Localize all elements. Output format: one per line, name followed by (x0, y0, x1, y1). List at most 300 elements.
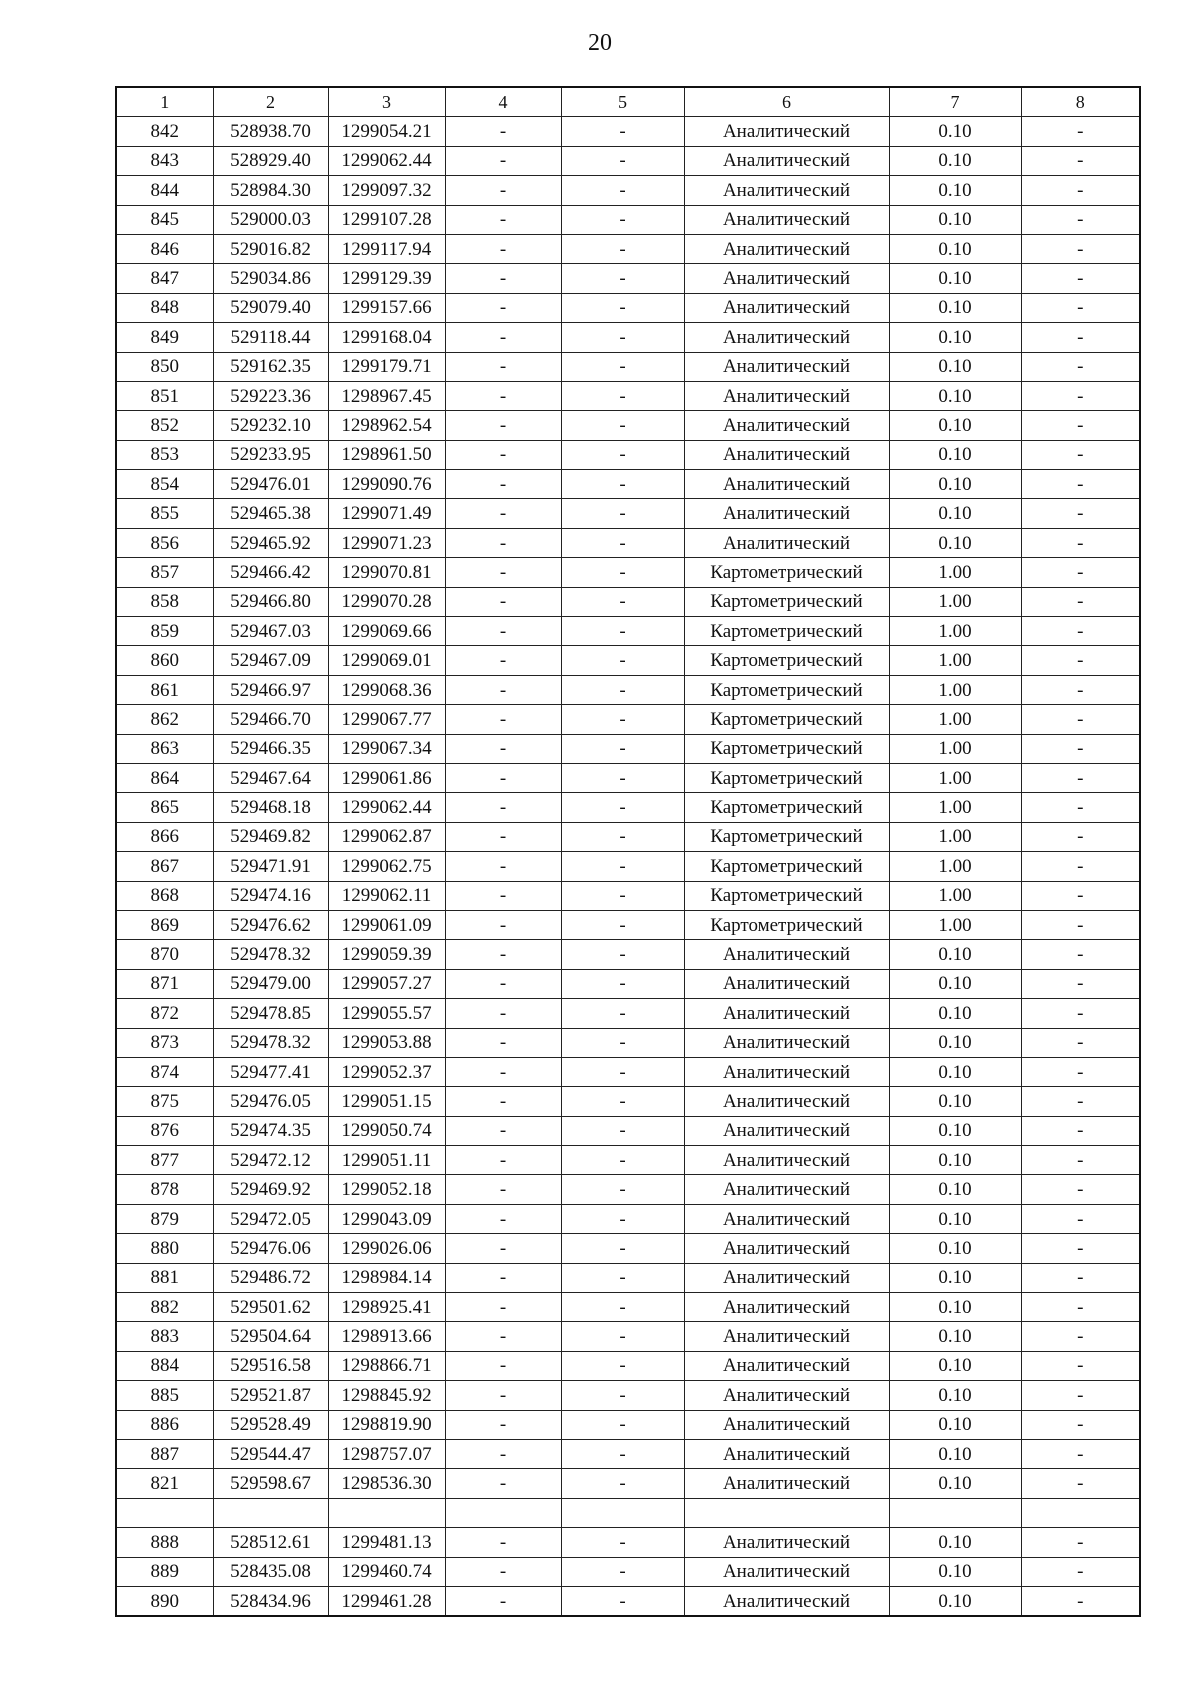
table-cell: 865 (116, 793, 213, 822)
table-cell: - (1021, 411, 1140, 440)
table-cell: - (1021, 234, 1140, 263)
table-cell: - (561, 1439, 684, 1468)
table-cell: 0.10 (889, 323, 1021, 352)
table-cell: - (1021, 528, 1140, 557)
table-row (116, 264, 1140, 293)
table-cell: - (445, 734, 561, 763)
table-cell: - (1021, 558, 1140, 587)
table-cell: - (445, 411, 561, 440)
table-cell: - (561, 411, 684, 440)
table-cell: - (1021, 1204, 1140, 1233)
table-cell: - (561, 1322, 684, 1351)
table-cell: - (1021, 793, 1140, 822)
table-cell: - (561, 1586, 684, 1616)
table-cell: 1299069.66 (328, 617, 445, 646)
table-cell: 1299061.09 (328, 910, 445, 939)
table-row (116, 705, 1140, 734)
table-cell: - (561, 558, 684, 587)
table-cell: - (561, 675, 684, 704)
table-cell: 529466.35 (213, 734, 328, 763)
table-cell: - (561, 1410, 684, 1439)
table-cell: 1298962.54 (328, 411, 445, 440)
table-cell: - (1021, 1087, 1140, 1116)
column-header: 8 (1021, 87, 1140, 117)
table-cell: 855 (116, 499, 213, 528)
table-cell: - (445, 205, 561, 234)
table-cell: 528929.40 (213, 146, 328, 175)
table-cell: - (561, 1528, 684, 1557)
table-cell: 529476.05 (213, 1087, 328, 1116)
table-cell: 0.10 (889, 1175, 1021, 1204)
table-cell: 529469.92 (213, 1175, 328, 1204)
table-cell: 1.00 (889, 852, 1021, 881)
table-row (116, 234, 1140, 263)
table-row (116, 440, 1140, 469)
table-cell: - (561, 910, 684, 939)
table-cell: 1299050.74 (328, 1116, 445, 1145)
table-cell: 529486.72 (213, 1263, 328, 1292)
table-cell: Картометрический (684, 675, 889, 704)
table-cell: - (445, 763, 561, 792)
table-cell: 860 (116, 646, 213, 675)
table-cell: Аналитический (684, 1528, 889, 1557)
table-cell: 1.00 (889, 910, 1021, 939)
table-cell: 1.00 (889, 675, 1021, 704)
table-cell: 0.10 (889, 264, 1021, 293)
table-cell: - (445, 1439, 561, 1468)
table-cell: 529467.03 (213, 617, 328, 646)
table-cell: 1299053.88 (328, 1028, 445, 1057)
table-cell: 1299061.86 (328, 763, 445, 792)
table-cell: Аналитический (684, 234, 889, 263)
table-cell: 528938.70 (213, 117, 328, 146)
table-cell: 529479.00 (213, 969, 328, 998)
table-row (116, 1557, 1140, 1586)
table-cell: 1299059.39 (328, 940, 445, 969)
table-cell: - (1021, 1057, 1140, 1086)
table-cell: - (445, 1234, 561, 1263)
table-cell: 529466.80 (213, 587, 328, 616)
table-cell: - (561, 793, 684, 822)
table-cell: 849 (116, 323, 213, 352)
table-cell: - (1021, 1175, 1140, 1204)
table-cell: 529472.12 (213, 1146, 328, 1175)
table-cell: - (1021, 852, 1140, 881)
table-cell: 1299071.49 (328, 499, 445, 528)
page-number: 20 (588, 30, 612, 56)
table-cell: - (561, 940, 684, 969)
table-cell: - (1021, 1351, 1140, 1380)
table-cell: 529504.64 (213, 1322, 328, 1351)
table-cell: - (561, 470, 684, 499)
table-cell: Аналитический (684, 1057, 889, 1086)
table-row (116, 969, 1140, 998)
table-row (116, 999, 1140, 1028)
table-cell: Аналитический (684, 969, 889, 998)
table-cell: - (445, 1028, 561, 1057)
table-cell: Аналитический (684, 1586, 889, 1616)
table-cell: 1299070.81 (328, 558, 445, 587)
table-cell: 844 (116, 176, 213, 205)
table-cell: 529471.91 (213, 852, 328, 881)
table-cell: - (445, 705, 561, 734)
table-cell: - (1021, 734, 1140, 763)
table-row (116, 1498, 1140, 1527)
table-row (116, 1528, 1140, 1557)
table-cell: - (561, 1028, 684, 1057)
table-row (116, 1351, 1140, 1380)
table-cell: 0.10 (889, 1439, 1021, 1468)
table-cell: 529476.06 (213, 1234, 328, 1263)
table-cell: - (561, 1557, 684, 1586)
table-cell: 1.00 (889, 763, 1021, 792)
table-cell: Аналитический (684, 470, 889, 499)
table-cell: - (561, 763, 684, 792)
table-cell: - (561, 1175, 684, 1204)
table-cell: Аналитический (684, 1439, 889, 1468)
table-cell: - (445, 1351, 561, 1380)
table-cell: 529474.16 (213, 881, 328, 910)
table-cell: 871 (116, 969, 213, 998)
table-cell: 1299460.74 (328, 1557, 445, 1586)
table-cell: Аналитический (684, 264, 889, 293)
table-cell: - (1021, 205, 1140, 234)
table-row (116, 734, 1140, 763)
table-cell: 0.10 (889, 1557, 1021, 1586)
table-cell: - (1021, 352, 1140, 381)
table-cell: 853 (116, 440, 213, 469)
table-cell: 529501.62 (213, 1293, 328, 1322)
table-cell: - (445, 1322, 561, 1351)
table-cell: Аналитический (684, 1146, 889, 1175)
table-cell: Аналитический (684, 1204, 889, 1233)
table-cell: 1299043.09 (328, 1204, 445, 1233)
table-cell: 1299090.76 (328, 470, 445, 499)
table-cell: 1.00 (889, 822, 1021, 851)
table-cell: 1298961.50 (328, 440, 445, 469)
table-cell: 0.10 (889, 499, 1021, 528)
table-cell: - (1021, 1586, 1140, 1616)
table-cell: 888 (116, 1528, 213, 1557)
table-cell: Аналитический (684, 1351, 889, 1380)
table-cell: 0.10 (889, 1410, 1021, 1439)
table-row (116, 381, 1140, 410)
table-cell: 529162.35 (213, 352, 328, 381)
table-cell: 529034.86 (213, 264, 328, 293)
table-cell: 529476.62 (213, 910, 328, 939)
table-cell: 1299068.36 (328, 675, 445, 704)
table-row (116, 793, 1140, 822)
table-cell: 1299062.87 (328, 822, 445, 851)
table-cell: 0.10 (889, 528, 1021, 557)
table-cell: - (445, 969, 561, 998)
table-cell: 852 (116, 411, 213, 440)
table-row (116, 411, 1140, 440)
table-cell: - (1021, 940, 1140, 969)
table-cell: 529477.41 (213, 1057, 328, 1086)
table-cell: - (561, 264, 684, 293)
table-cell: 1.00 (889, 646, 1021, 675)
table-row (116, 1410, 1140, 1439)
table-cell: 0.10 (889, 1057, 1021, 1086)
table-cell: Аналитический (684, 411, 889, 440)
table-cell: 873 (116, 1028, 213, 1057)
column-header: 1 (116, 87, 213, 117)
table-cell: - (1021, 763, 1140, 792)
table-cell: - (1021, 176, 1140, 205)
table-row (116, 1439, 1140, 1468)
table-cell: - (1021, 1028, 1140, 1057)
table-cell: 0.10 (889, 1469, 1021, 1498)
table-row (116, 470, 1140, 499)
table-cell: Картометрический (684, 881, 889, 910)
table-cell: 1299051.15 (328, 1087, 445, 1116)
table-cell: - (445, 499, 561, 528)
table-cell: - (1021, 470, 1140, 499)
table-cell: Аналитический (684, 1028, 889, 1057)
table-cell: - (445, 176, 561, 205)
table-cell: 1299062.44 (328, 793, 445, 822)
table-cell (684, 1498, 889, 1527)
table-cell: Аналитический (684, 1410, 889, 1439)
table-cell: - (1021, 1410, 1140, 1439)
table-cell: 1.00 (889, 617, 1021, 646)
table-cell: 528435.08 (213, 1557, 328, 1586)
table-row (116, 323, 1140, 352)
table-cell: - (561, 1057, 684, 1086)
table-cell: 883 (116, 1322, 213, 1351)
table-cell: - (561, 1293, 684, 1322)
table-cell: Аналитический (684, 1175, 889, 1204)
table-cell: Аналитический (684, 146, 889, 175)
table-row (116, 1057, 1140, 1086)
table-cell: - (1021, 323, 1140, 352)
table-cell: - (445, 323, 561, 352)
table-cell: 0.10 (889, 1028, 1021, 1057)
table-cell: - (561, 176, 684, 205)
table-cell: 1299129.39 (328, 264, 445, 293)
table-cell: 1299069.01 (328, 646, 445, 675)
table-cell: 529469.82 (213, 822, 328, 851)
table-cell: 878 (116, 1175, 213, 1204)
table-cell: Картометрический (684, 617, 889, 646)
table-cell: 882 (116, 1293, 213, 1322)
table-cell: 1.00 (889, 734, 1021, 763)
table-cell: 889 (116, 1557, 213, 1586)
table-cell: - (1021, 381, 1140, 410)
table-cell: 850 (116, 352, 213, 381)
table-cell: Аналитический (684, 381, 889, 410)
table-cell: 0.10 (889, 1087, 1021, 1116)
table-row (116, 646, 1140, 675)
table-cell: 0.10 (889, 352, 1021, 381)
table-cell: Аналитический (684, 499, 889, 528)
table-cell: 1299157.66 (328, 293, 445, 322)
table-cell: - (445, 264, 561, 293)
table-cell: - (1021, 1263, 1140, 1292)
table-cell: 0.10 (889, 293, 1021, 322)
table-cell: - (1021, 1146, 1140, 1175)
table-cell: - (1021, 881, 1140, 910)
table-row (116, 1322, 1140, 1351)
table-cell: 529516.58 (213, 1351, 328, 1380)
column-header: 7 (889, 87, 1021, 117)
table-cell: 1299067.34 (328, 734, 445, 763)
table-row (116, 940, 1140, 969)
table-cell: 529598.67 (213, 1469, 328, 1498)
table-cell: 863 (116, 734, 213, 763)
table-cell: - (445, 117, 561, 146)
table-cell: - (445, 1557, 561, 1586)
table-cell: 0.10 (889, 411, 1021, 440)
table-cell: 880 (116, 1234, 213, 1263)
table-cell: Картометрический (684, 910, 889, 939)
table-cell: 870 (116, 940, 213, 969)
table-cell: Картометрический (684, 587, 889, 616)
table-body (116, 117, 1140, 1616)
table-cell: 857 (116, 558, 213, 587)
table-row (116, 587, 1140, 616)
table-cell: 879 (116, 1204, 213, 1233)
table-cell: 529478.32 (213, 940, 328, 969)
table-cell: - (561, 969, 684, 998)
table-cell: 887 (116, 1439, 213, 1468)
table-cell: 0.10 (889, 440, 1021, 469)
table-cell: - (561, 734, 684, 763)
table-cell: - (561, 705, 684, 734)
table-cell: - (445, 528, 561, 557)
table-row (116, 852, 1140, 881)
table-cell: 529466.70 (213, 705, 328, 734)
table-cell: 1299052.18 (328, 1175, 445, 1204)
table-cell: 0.10 (889, 1351, 1021, 1380)
table-cell: 854 (116, 470, 213, 499)
table-cell: 862 (116, 705, 213, 734)
table-cell: - (561, 587, 684, 616)
table-cell: 1299062.44 (328, 146, 445, 175)
table-cell: - (445, 852, 561, 881)
table-cell: 1.00 (889, 705, 1021, 734)
table-cell: Аналитический (684, 1557, 889, 1586)
table-row (116, 822, 1140, 851)
table-cell: 529472.05 (213, 1204, 328, 1233)
table-cell: - (445, 646, 561, 675)
table-cell: - (561, 146, 684, 175)
table-cell: - (561, 440, 684, 469)
table-cell: 1298845.92 (328, 1381, 445, 1410)
table-cell: - (445, 234, 561, 263)
table-cell: 866 (116, 822, 213, 851)
table-cell: 0.10 (889, 1263, 1021, 1292)
table-cell: 1299070.28 (328, 587, 445, 616)
column-header: 2 (213, 87, 328, 117)
table-cell: Картометрический (684, 822, 889, 851)
table-cell: Картометрический (684, 793, 889, 822)
table-cell: 1.00 (889, 558, 1021, 587)
table-cell: 0.10 (889, 234, 1021, 263)
table-cell: - (445, 1381, 561, 1410)
table-cell: - (445, 381, 561, 410)
table-cell: 1299051.11 (328, 1146, 445, 1175)
table-row (116, 617, 1140, 646)
table-cell: 842 (116, 117, 213, 146)
coordinates-table (115, 86, 1141, 1617)
table-cell: - (445, 617, 561, 646)
table-cell: - (1021, 1469, 1140, 1498)
table-cell: 0.10 (889, 205, 1021, 234)
table-cell: - (1021, 1528, 1140, 1557)
table-cell: - (1021, 705, 1140, 734)
table-cell: 890 (116, 1586, 213, 1616)
table-cell: - (561, 852, 684, 881)
column-header: 3 (328, 87, 445, 117)
table-cell: - (445, 1469, 561, 1498)
table-cell: 0.10 (889, 1116, 1021, 1145)
table-cell: Аналитический (684, 1234, 889, 1263)
table-cell: 872 (116, 999, 213, 1028)
table-row (116, 675, 1140, 704)
table-row (116, 1293, 1140, 1322)
table-cell: 1299168.04 (328, 323, 445, 352)
table-cell: - (1021, 499, 1140, 528)
table-cell: - (561, 323, 684, 352)
table-row (116, 1204, 1140, 1233)
table-cell: 529467.64 (213, 763, 328, 792)
column-header: 5 (561, 87, 684, 117)
table-cell: 856 (116, 528, 213, 557)
table-cell: 0.10 (889, 176, 1021, 205)
table-cell: - (1021, 675, 1140, 704)
table-cell: - (1021, 1381, 1140, 1410)
table-cell: 529478.32 (213, 1028, 328, 1057)
table-cell: 885 (116, 1381, 213, 1410)
table-cell: - (561, 646, 684, 675)
table-row (116, 1175, 1140, 1204)
table-cell: - (561, 1146, 684, 1175)
table-cell: - (1021, 1293, 1140, 1322)
table-cell: 0.10 (889, 1381, 1021, 1410)
table-cell: 861 (116, 675, 213, 704)
table-cell: - (561, 1469, 684, 1498)
table-cell: - (561, 1234, 684, 1263)
table-cell: 1298925.41 (328, 1293, 445, 1322)
table-cell: - (561, 881, 684, 910)
table-cell: - (1021, 264, 1140, 293)
table-row (116, 205, 1140, 234)
table-cell: 1298913.66 (328, 1322, 445, 1351)
table-cell: - (1021, 910, 1140, 939)
table-cell: 0.10 (889, 470, 1021, 499)
table-cell: 529079.40 (213, 293, 328, 322)
table-cell: 1299179.71 (328, 352, 445, 381)
table-cell: 1298536.30 (328, 1469, 445, 1498)
table-cell: - (561, 1263, 684, 1292)
table-cell: - (445, 1263, 561, 1292)
table-cell: 1.00 (889, 587, 1021, 616)
table-cell: - (561, 1116, 684, 1145)
table-cell: 1299067.77 (328, 705, 445, 734)
table-cell: 529476.01 (213, 470, 328, 499)
table-cell: 0.10 (889, 1204, 1021, 1233)
table-cell: Картометрический (684, 763, 889, 792)
table-cell: - (445, 1586, 561, 1616)
table-row (116, 528, 1140, 557)
table-cell: 1299107.28 (328, 205, 445, 234)
table-cell (328, 1498, 445, 1527)
table-cell: - (561, 293, 684, 322)
table-cell: 529465.38 (213, 499, 328, 528)
table-cell: - (561, 822, 684, 851)
